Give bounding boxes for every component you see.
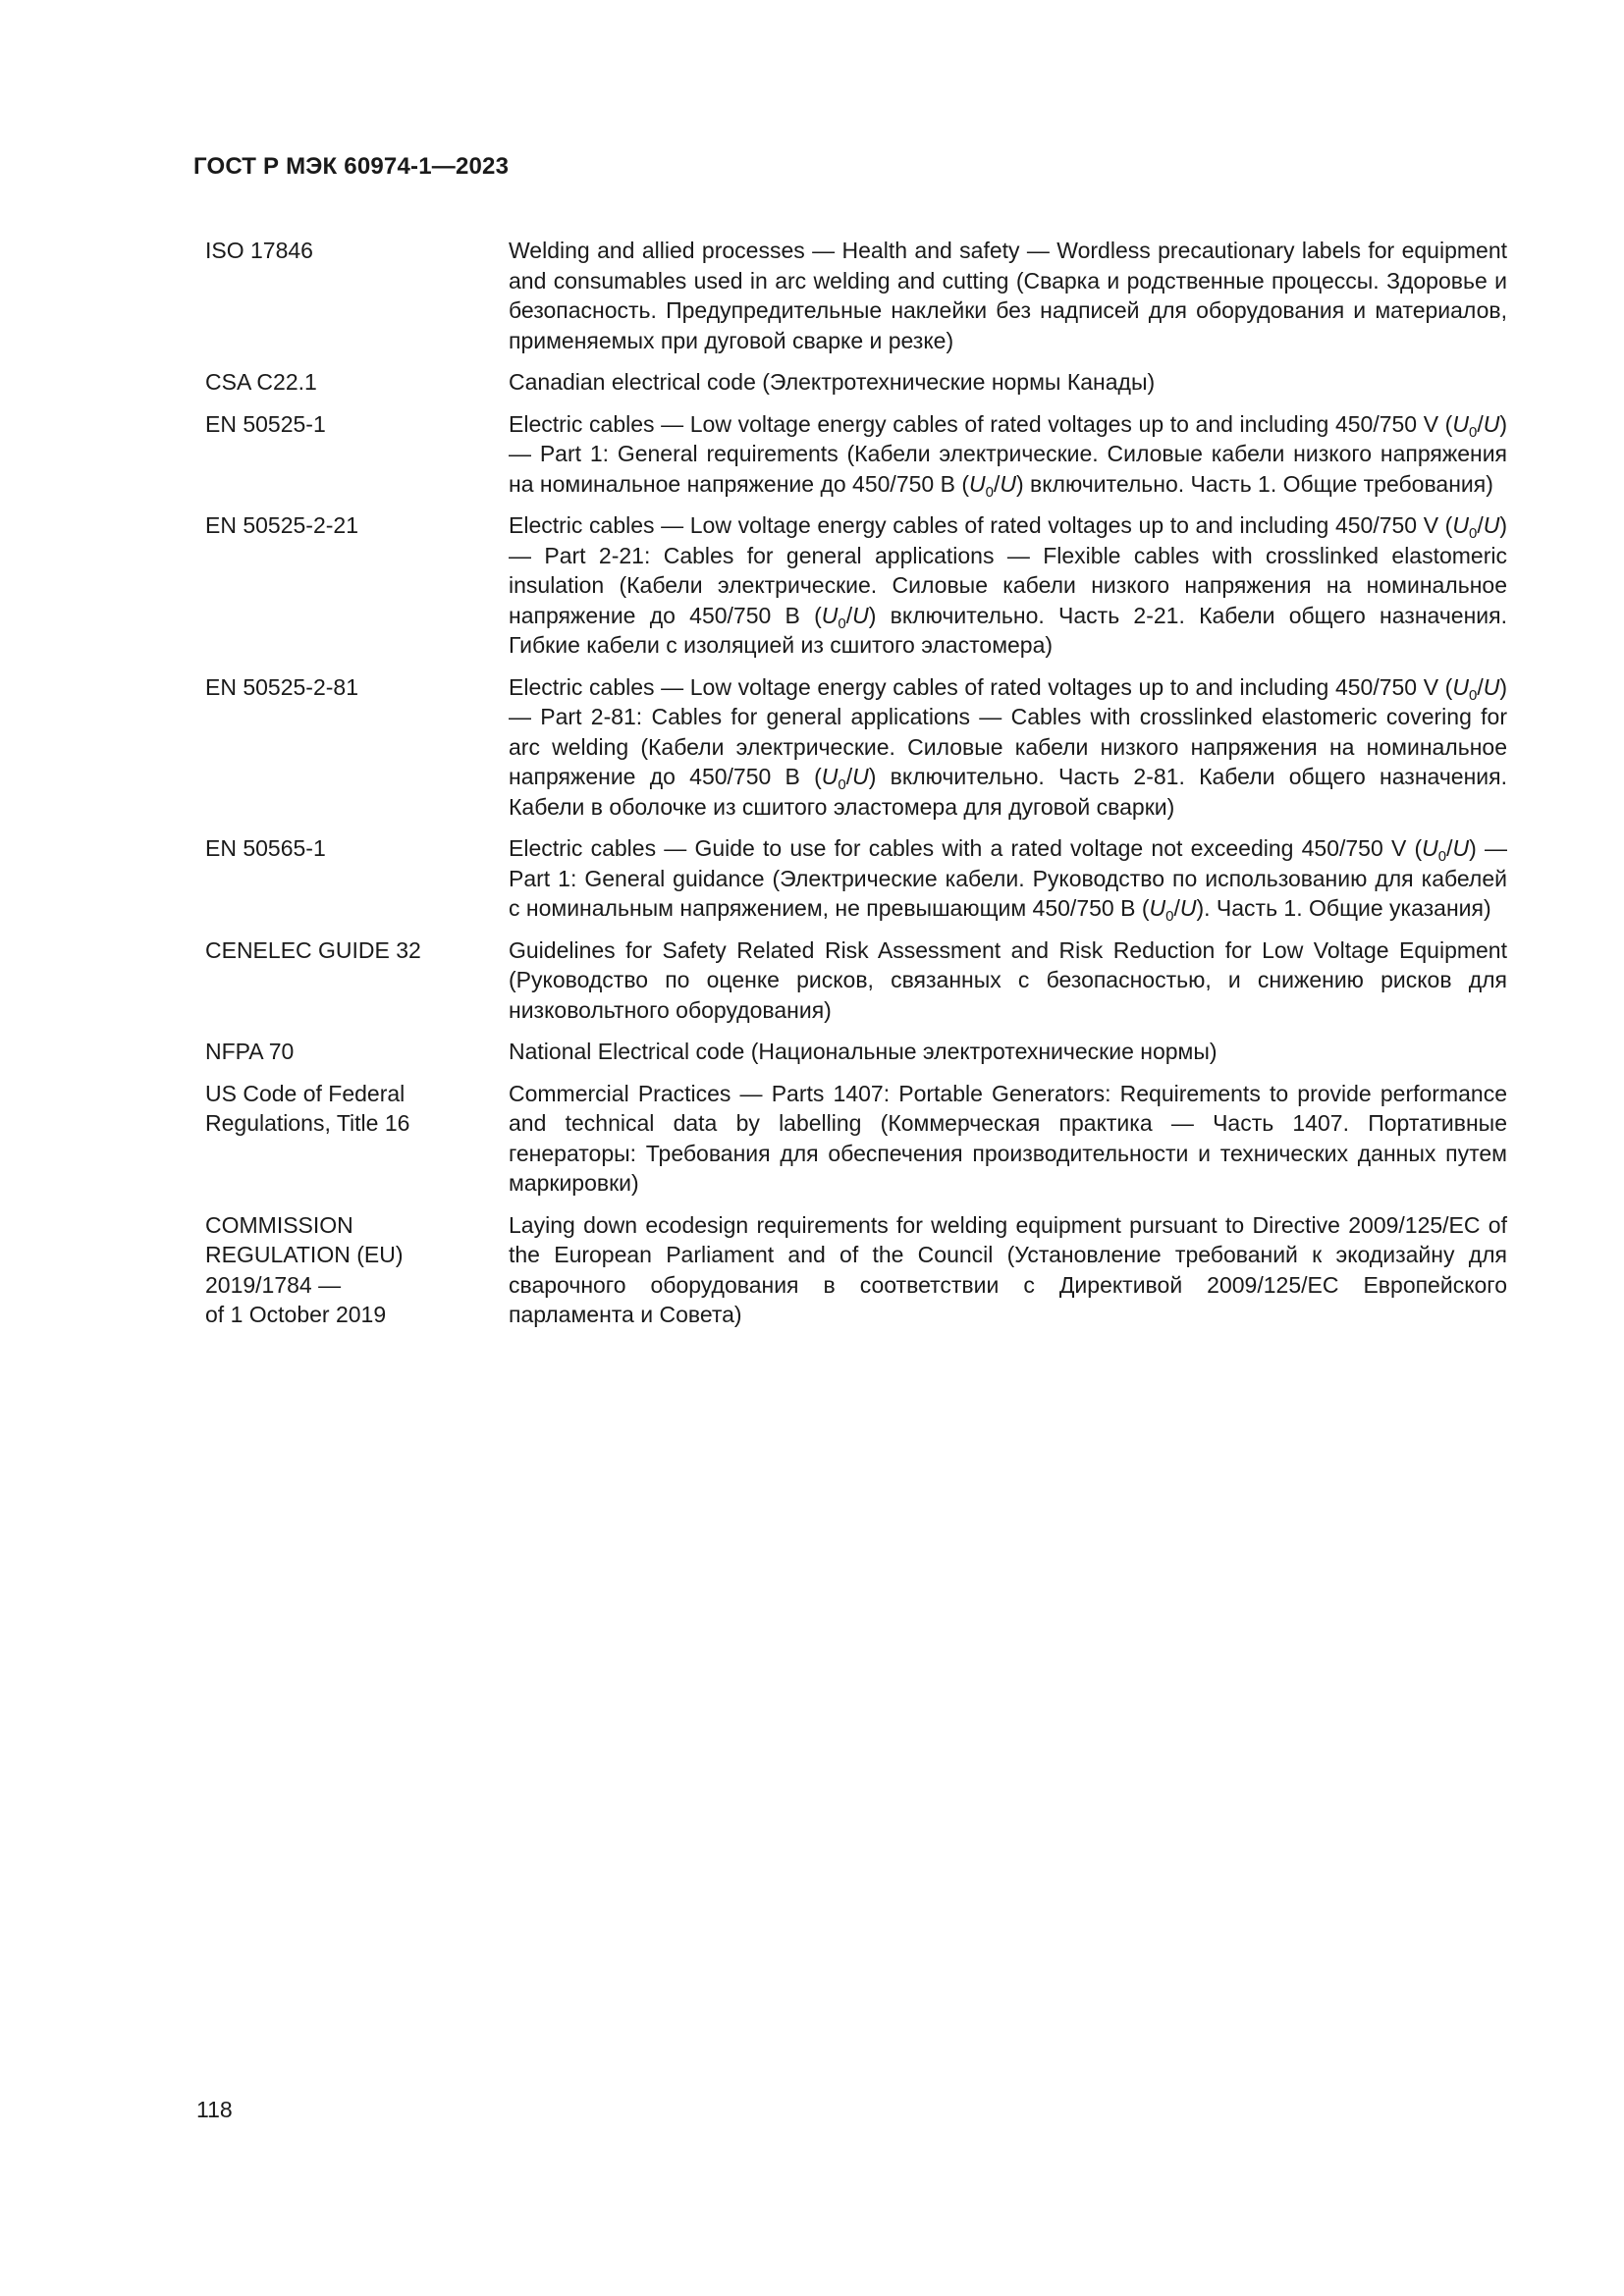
reference-row xyxy=(205,236,1507,355)
reference-title: Welding and allied processes — Health and safety — Wordless precautionary labels for equipment and consumables used in arc welding and cutting (Сварка и родственные процессы. Здоровье и безопасность. Предупредительные наклейки без надписей для оборудования и материалов, применяемых при дуговой сварке и резке) xyxy=(509,238,1507,353)
reference-list xyxy=(205,236,1507,1342)
reference-row xyxy=(205,409,1507,500)
reference-row xyxy=(205,1079,1507,1199)
reference-row xyxy=(205,833,1507,924)
reference-row xyxy=(205,935,1507,1026)
reference-title: Electric cables — Low voltage energy cables of rated voltages up to and including 450/750 V $(U_0/U)$ — Part 2-21: Cables for general applications — Flexible cables with crosslinked elastomeric insulation (Кабели электрические. Силовые кабели низкого напряжения на номинальное напряжение до 450/750 В $(U_0/U)$ включительно. Часть 2-21. Кабели общего назначения. Гибкие кабели с изоляцией из сшитого эластомера) xyxy=(509,512,1507,658)
reference-title: Commercial Practices — Parts 1407: Portable Generators: Requirements to provide performance and technical data by labelling (Коммерческая практика — Часть 1407. Портативные генераторы: Требования для обеспечения производительности и технических данных путем маркировки) xyxy=(509,1080,1507,1196)
reference-title: Laying down ecodesign requirements for welding equipment pursuant to Directive 2009/125/EC of the European Parliament and of the Council (Установление требований к экодизайну для сварочного оборудования в соответствии с Директивой 2009/125/ЕС Европейского парламента и Совета) xyxy=(509,1211,1507,1327)
reference-title: National Electrical code (Национальные электротехнические нормы) xyxy=(509,1039,1218,1064)
document-header: ГОСТ Р МЭК 60974-1—2023 xyxy=(193,153,510,180)
page-number: 118 xyxy=(196,2097,233,2122)
reference-row xyxy=(205,367,1507,398)
reference-title: Guidelines for Safety Related Risk Assessment and Risk Reduction for Low Voltage Equipment (Руководство по оценке рисков, связанных с безопасностью, и снижению рисков для низковольтного оборудования) xyxy=(509,936,1507,1023)
reference-title: Canadian electrical code (Электротехнические нормы Канады) xyxy=(509,369,1156,395)
reference-code: CSA C22.1 xyxy=(205,369,317,395)
reference-code: EN 50565-1 xyxy=(205,835,326,861)
reference-row xyxy=(205,672,1507,823)
reference-code: US Code of Federal Regulations, Title 16 xyxy=(205,1080,410,1136)
reference-title: Electric cables — Low voltage energy cables of rated voltages up to and including 450/750 V $(U_0/U)$ — Part 1: General requirements (Кабели электрические. Силовые кабели низкого напряжения на номинальное напряжение до 450/750 В $(U_0/U)$ включительно. Часть 1. Общие требования) xyxy=(509,410,1507,501)
reference-code: COMMISSION REGULATION (EU) 2019/1784 — of 1 October 2019 xyxy=(205,1211,404,1327)
reference-row xyxy=(205,1210,1507,1330)
reference-code: CENELEC GUIDE 32 xyxy=(205,936,421,963)
reference-code: EN 50525-2-21 xyxy=(205,512,358,538)
reference-code: EN 50525-1 xyxy=(205,410,326,437)
reference-code: ISO 17846 xyxy=(205,238,313,263)
reference-row xyxy=(205,510,1507,661)
reference-code: EN 50525-2-81 xyxy=(205,673,358,700)
reference-title: Electric cables — Guide to use for cables with a rated voltage not exceeding 450/750 V $(U_0/U)$ — Part 1: General guidance (Электрические кабели. Руководство по использованию для кабелей с номинальным напряжением, не превышающим 450/750 В $(U_0/U)$. Часть 1. Общие указания) xyxy=(509,835,1507,925)
reference-code: NFPA 70 xyxy=(205,1039,295,1064)
reference-title: Electric cables — Low voltage energy cables of rated voltages up to and including 450/750 V $(U_0/U)$ — Part 2-81: Cables for general applications — Cables with crosslinked elastomeric covering for arc welding (Кабели электрические. Силовые кабели низкого напряжения на номинальное напряжение до 450/750 В $(U_0/U)$ включительно. Часть 2-81. Кабели общего назначения. Кабели в оболочке из сшитого эластомера для дуговой сварки) xyxy=(509,673,1507,820)
reference-row xyxy=(205,1037,1507,1067)
